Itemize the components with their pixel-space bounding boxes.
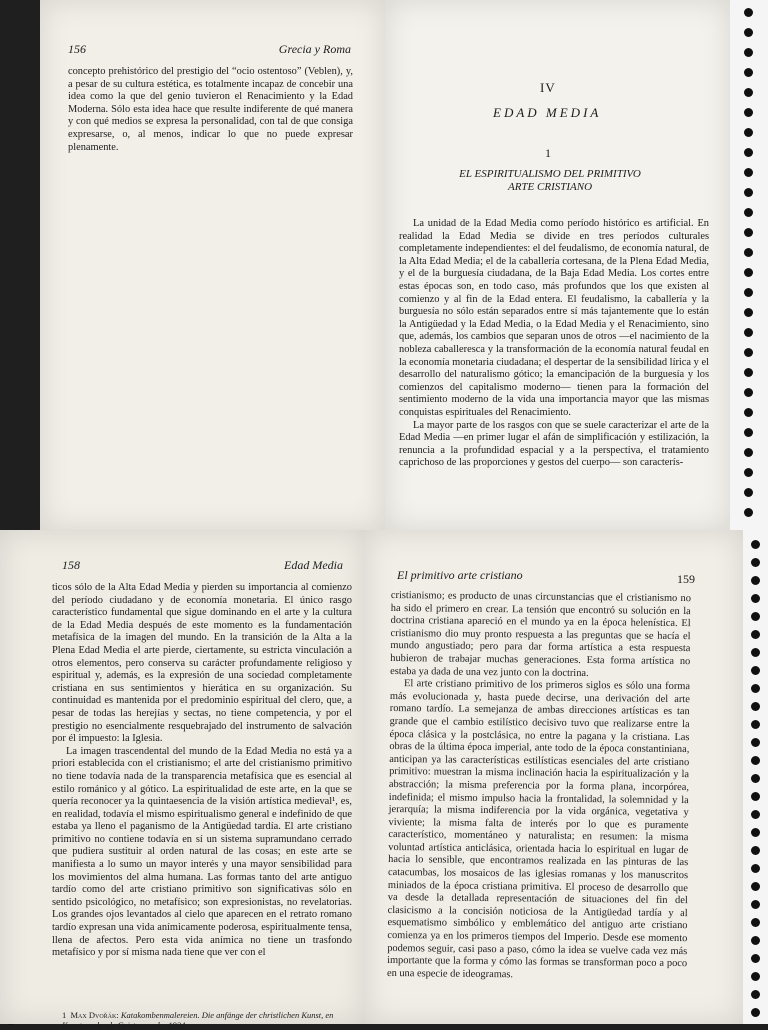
footnote-author: Max Dvořák: (70, 1010, 119, 1020)
perforation-hole (751, 558, 760, 567)
perforation-hole (744, 108, 753, 117)
perforation-hole (751, 702, 760, 711)
body-text (68, 66, 353, 154)
perforation-hole (744, 428, 753, 437)
perforation-hole (751, 648, 760, 657)
perforation-hole (751, 810, 760, 819)
footnote-number: 1 (62, 1010, 67, 1020)
perforation-hole (751, 738, 760, 747)
perforation-hole (744, 328, 753, 337)
perforation-hole (744, 488, 753, 497)
perforation-hole (751, 990, 760, 999)
perforation-hole (751, 918, 760, 927)
perforation-hole (744, 268, 753, 277)
body-text (399, 218, 709, 470)
section-title (425, 168, 675, 194)
page-157 (385, 0, 730, 530)
perforation-hole (744, 188, 753, 197)
perforation-hole (751, 936, 760, 945)
perforation-hole (751, 594, 760, 603)
body-text (52, 582, 352, 960)
perforation-hole (751, 684, 760, 693)
paragraph: cristianismo; es producto de unas circunstancias que el cristianismo no ha sido el primero en crear. La tensión que encontró su solución en la doctrina cristiana apareció en el mundo ya en la época helenística. El cristianismo dio muy pronto respuesta a las preguntas que se hacía el mundo angustiado; pero para dar forma artística a esta respuesta hubieron de trabajar muchas generaciones. Esta forma artística no estaba ya dada de una vez junto con la doctrina. (390, 590, 691, 679)
perforation-hole (751, 720, 760, 729)
perforation-hole (751, 1008, 760, 1017)
perforation-hole (751, 846, 760, 855)
perforation-hole (751, 972, 760, 981)
perforation-hole (751, 666, 760, 675)
section-number: 1 (545, 146, 551, 160)
perforation-hole (744, 308, 753, 317)
perforation-hole (744, 208, 753, 217)
perforation-hole (744, 228, 753, 237)
body-text (387, 590, 691, 984)
perforation-hole (751, 540, 760, 549)
section-title-line: EL ESPIRITUALISMO DEL PRIMITIVO (459, 168, 641, 180)
perforation-hole (744, 128, 753, 137)
perforation-hole (751, 954, 760, 963)
perforation-hole (751, 774, 760, 783)
page-158 (0, 530, 365, 1030)
running-head: Grecia y Roma (278, 42, 351, 56)
perforation-hole (744, 408, 753, 417)
perforation-hole (751, 864, 760, 873)
paragraph: ticos sólo de la Alta Edad Media y pierden su importancia al comienzo del período ciudadano y de economía monetaria. El único rasgo característico fundamental que sigue dominando en el arte y la cultura de la Edad Media después de este momento es la fundamentación metafísica de la imagen del mundo. En la transición de la Alta a la Plena Edad Media el arte pierde, ciertamente, su estricta vinculación a otros elementos, pero conserva su carácter profundamente religioso y espiritual y, además, es la expresión de una sociedad completamente cristiana en sus sentimientos y hierática en su organización. Su continuidad es mantenida por el predominio espiritual del clero, que, a pesar de todas las herejías y sectas, no tiene competencia, y por el prestigio no esencialmente resquebrajado del instrumento de salvación por él impuesto: la Iglesia. (52, 582, 352, 745)
perforation-hole (751, 828, 760, 837)
perforation-hole (744, 368, 753, 377)
running-head: El primitivo arte cristiano (397, 568, 523, 582)
perforation-hole (751, 900, 760, 909)
paragraph: La unidad de la Edad Media como período histórico es artificial. En realidad la Edad Media se divide en tres períodos culturales completamente independientes: el del feudalismo, de economía natural, de la Alta Edad Media; el de la caballería cortesana, de la Plena Edad Media, y el de la burguesía ciudadana, de la Baja Edad Media. Los cortes entre estas épocas son, en todo caso, más profundos que los que existen al comienzo y al fin de la Edad entera. El feudalismo, la caballería y la burguesía no sólo están separados entre sí más tajantemente que lo están la Antigüedad y la Edad Media, o la Edad Media y el Renacimiento, sino que, además, los cambios que separan unos de otros —el nacimiento de la nobleza caballeresca y la transformación de la economía natural feudal en la economía monetaria ciudadana; el despertar de la sensibilidad lírica y el desarrollo del naturalismo gótico; la emancipación de la burguesía y los comienzos del capitalismo moderno— tienen para la formación del sentimiento moderno de la vida una importancia mayor que las mismas conquistas espirituales del Renacimiento. (399, 218, 709, 418)
perforation-hole (744, 348, 753, 357)
page-number: 159 (677, 572, 695, 586)
perforation-hole (744, 68, 753, 77)
page-number: 158 (62, 558, 80, 572)
perforation-hole (751, 612, 760, 621)
paragraph: La imagen trascendental del mundo de la Edad Media no está ya a priori establecida con el cristianismo; el arte del cristianismo primitivo no tiene todavía nada de la transparencia metafísica que es esencial al estilo románico y al gótico. La espiritualidad de este arte, en la que se quería reconocer ya la quintaesencia de la visión artística medieval¹, es, en realidad, todavía el mismo espiritualismo general e indefinido de que estaba ya lleno el paganismo de la Antigüedad tardía. El arte cristiano primitivo no contiene todavía en sí un sistema supramundano cerrado que pudiera sustituir al orden natural de las cosas; en este arte se manifiesta a lo sumo un mayor interés y una mayor sensibilidad para los movimientos del alma humana. Las formas tanto del arte antiguo tardío como del arte cristiano primitivo son significativas sólo en sentido psicológico, no metafísico; son expresionistas, no revelatorias. Los grandes ojos levantados al cielo que aparecen en el retrato romano tardío expresan una vida anímicamente poderosa, espiritualmente tensa, llena de afectos. Pero esta vida anímica no tiene un trasfondo metafísico y por sí misma nada tiene que ver con el (52, 745, 352, 959)
page-159 (365, 530, 743, 1024)
chapter-number: IV (540, 80, 556, 95)
perforation-hole (744, 88, 753, 97)
perforation-hole (751, 630, 760, 639)
perforation-hole (744, 168, 753, 177)
paragraph: concepto prehistórico del prestigio del “ocio ostentoso” (Veblen), y, a pesar de su cultura estética, es totalmente incapaz de concebir una idea como la que del genio tuvieron el Renacimiento y la Edad Moderna. Sólo esta idea hace que resulte indiferente de qué manera y con qué medios se expresa la personalidad, con tal de que consiga expresarse, o, al menos, indicar lo que no puede expresar plenamente. (68, 66, 353, 153)
perforation-hole (744, 248, 753, 257)
perforation-hole (744, 468, 753, 477)
page-156 (40, 0, 385, 530)
chapter-title: EDAD MEDIA (493, 105, 602, 120)
paragraph: El arte cristiano primitivo de los primeros siglos es sólo una forma más evolucionada y, hasta puede decirse, una derivación del arte romano tardío. La semejanza de ambas direcciones artísticas es tan grande que el cambio estilístico decisivo tuvo que realizarse entre la época clásica y la postclásica, no entre la pagana y la cristiana. Las obras de la última época imperial, ante todo de la época constantiniana, anticipan ya las características estilísticas esenciales del arte cristiano primitivo: muestran la misma inclinación hacia la espiritualización y la abstracción; la misma preferencia por la forma plana, incorpórea, indefinida; el mismo impulso hacia la frontalidad, la solemnidad y la jerarquía; la misma indiferencia por la vida orgánica, vegetativa y viviente; la misma falta de interés por lo que es puramente característico, momentáneo y naturalista; en resumen: la misma voluntad artística anticlásica, orientada hacia lo espiritual en lugar de hacia lo sensible, que encontramos realizada en las pinturas de las catacumbas, los mosaicos de las iglesias romanas y los manuscritos miniados de la época cristiana primitiva. El proceso de desarrollo que va desde la detallada representación de situaciones del fin del clasicismo a la concisión noticiosa de la Antigüedad tardía y al esquematismo simbólico y emblemático del antiguo arte cristiano comienza ya en los primeros tiempos del Imperio. Desde ese momento podemos seguir, casi paso a paso, cómo la idea se vuelve cada vez más importante que la forma y cómo las formas se transforman poco a poco en una especie de ideogramas. (386, 678, 691, 981)
perforation-hole (744, 288, 753, 297)
footnote (62, 1010, 352, 1030)
perforation-hole (744, 8, 753, 17)
perforation-hole (751, 792, 760, 801)
footnote-text: Katakombenmalereien. Die anfänge der christlichen Kunst, en Kunstgesch. als Geistesgesch., 1924. (62, 1010, 334, 1030)
running-head: Edad Media (284, 558, 343, 572)
perforation-hole (744, 448, 753, 457)
perforation-hole (744, 148, 753, 157)
section-title-line: ARTE CRISTIANO (507, 181, 593, 193)
perforation-hole (751, 756, 760, 765)
perforation-hole (744, 48, 753, 57)
perforation-hole (744, 28, 753, 37)
page-number: 156 (68, 42, 86, 56)
perforation-hole (744, 388, 753, 397)
perforation-hole (751, 882, 760, 891)
paragraph: La mayor parte de los rasgos con que se suele caracterizar el arte de la Edad Media —en primer lugar el afán de simplificación y estilización, la renuncia a la profundidad espacial y a la perspectiva, el tratamiento caprichoso de las proporciones y gestos del cuerpo— son caracterís- (399, 419, 709, 469)
perforation-hole (744, 508, 753, 517)
perforation-hole (751, 576, 760, 585)
